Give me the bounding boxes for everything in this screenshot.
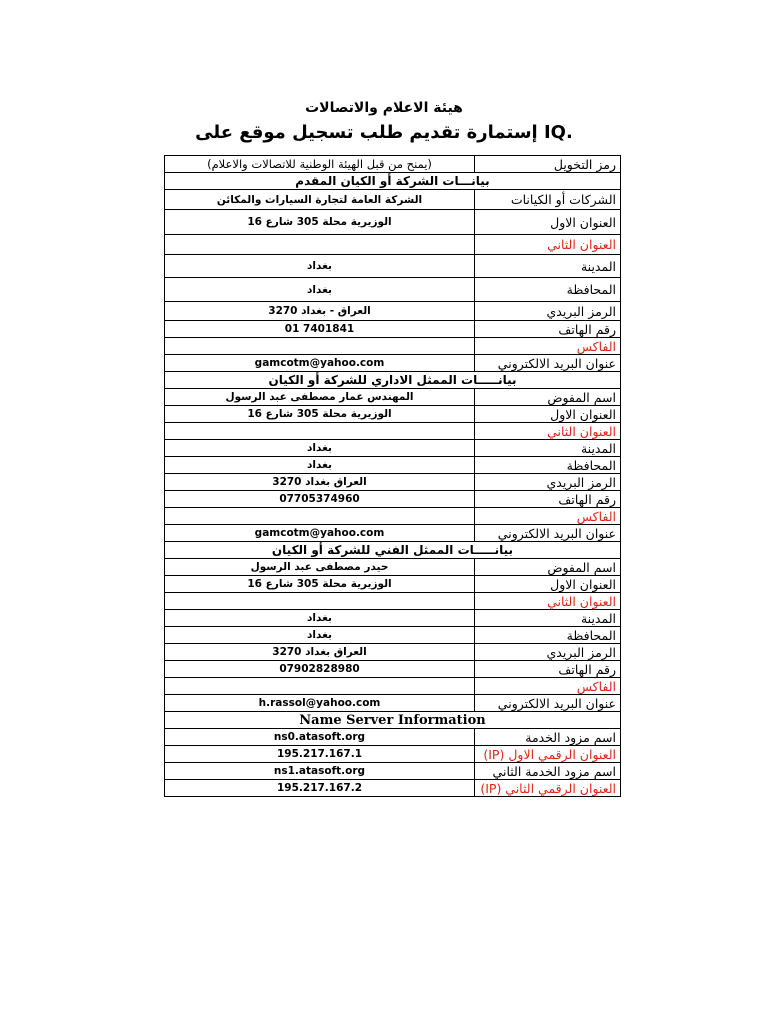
form-field-row [165,440,621,457]
field-label: العنوان الرقمي الثاني (IP) [475,780,621,797]
section-header-row [165,173,621,190]
field-label: اسم المفوض [475,389,621,406]
field-value: h.rassol@yahoo.com [165,695,475,712]
section-header-row [165,372,621,389]
field-value: بغداد [165,457,475,474]
form-field-row [165,255,621,278]
form-field-row [165,678,621,695]
field-value: بغداد [165,278,475,302]
form-title: إستمارة تقديم طلب تسجيل موقع على IQ. [195,122,573,143]
form-field-row [165,278,621,302]
field-value: حيدر مصطفى عبد الرسول [165,559,475,576]
form-field-row [165,406,621,423]
field-value: gamcotm@yahoo.com [165,525,475,542]
field-value: gamcotm@yahoo.com [165,355,475,372]
field-label: المحافظة [475,627,621,644]
field-value: 195.217.167.1 [165,746,475,763]
field-label: الرمز البريدي [475,302,621,321]
form-field-row [165,235,621,255]
field-label: رقم الهاتف [475,661,621,678]
form-field-row [165,321,621,338]
field-label: العنوان الرقمي الاول (IP) [475,746,621,763]
registration-form-table [164,155,621,797]
form-field-row [165,423,621,440]
field-label: رقم الهاتف [475,491,621,508]
form-field-row [165,389,621,406]
section-header-row [165,542,621,559]
section-title: بيانـــات الشركة أو الكيان المقدم [165,173,621,190]
field-value: 01 7401841 [165,321,475,338]
field-value: العراق بغداد 3270 [165,474,475,491]
section-title: Name Server Information [165,712,621,729]
field-label: المحافظة [475,278,621,302]
form-field-row [165,627,621,644]
form-field-row [165,576,621,593]
field-value: بغداد [165,440,475,457]
form-field-row [165,457,621,474]
form-field-row [165,474,621,491]
field-value: بغداد [165,610,475,627]
form-field-row [165,644,621,661]
page-header [0,98,768,146]
field-label: العنوان الاول [475,576,621,593]
form-field-row [165,780,621,797]
field-value: المهندس عمار مصطفى عبد الرسول [165,389,475,406]
form-field-row [165,746,621,763]
field-value [165,508,475,525]
form-field-row [165,355,621,372]
field-value: العراق بغداد 3270 [165,644,475,661]
form-field-row [165,338,621,355]
field-value: بغداد [165,627,475,644]
field-value: 07705374960 [165,491,475,508]
field-label: عنوان البريد الالكتروني [475,525,621,542]
form-field-row [165,661,621,678]
field-value: الشركة العامة لتجارة السيارات والمكائن [165,190,475,210]
form-field-row [165,729,621,746]
field-value [165,423,475,440]
form-field-row [165,491,621,508]
field-value: 07902828980 [165,661,475,678]
field-value [165,593,475,610]
field-label: المدينة [475,610,621,627]
field-label: الفاكس [475,508,621,525]
form-field-row [165,525,621,542]
field-value: بغداد [165,255,475,278]
field-label: الشركات أو الكيانات [475,190,621,210]
form-field-row [165,508,621,525]
form-field-row [165,210,621,235]
form-field-row [165,593,621,610]
field-label: رقم الهاتف [475,321,621,338]
field-value: العراق - بغداد 3270 [165,302,475,321]
field-value: الوزيرية محلة 305 شارع 16 [165,576,475,593]
form-field-row [165,610,621,627]
field-value [165,338,475,355]
field-value [165,235,475,255]
field-label: المدينة [475,440,621,457]
field-value: ns1.atasoft.org [165,763,475,780]
field-label: عنوان البريد الالكتروني [475,695,621,712]
field-value: ns0.atasoft.org [165,729,475,746]
section-title: بيانـــــات الممثل الفني للشركة أو الكيان [165,542,621,559]
field-value: الوزيرية محلة 305 شارع 16 [165,406,475,423]
field-label: العنوان الاول [475,210,621,235]
form-field-row [165,190,621,210]
field-value [165,678,475,695]
field-label: اسم مزود الخدمة [475,729,621,746]
field-label: العنوان الثاني [475,235,621,255]
field-label: العنوان الثاني [475,423,621,440]
field-value: 195.217.167.2 [165,780,475,797]
form-body [165,156,621,797]
field-label: الرمز البريدي [475,644,621,661]
field-value: (يمنح من قبل الهيئة الوطنية للاتصالات والاعلام) [165,156,475,173]
field-label: المحافظة [475,457,621,474]
field-label: اسم مزود الخدمة الثاني [475,763,621,780]
field-label: العنوان الثاني [475,593,621,610]
form-field-row [165,695,621,712]
field-value: الوزيرية محلة 305 شارع 16 [165,210,475,235]
form-field-row [165,302,621,321]
form-field-row [165,763,621,780]
section-header-row [165,712,621,729]
field-label: اسم المفوض [475,559,621,576]
field-label: المدينة [475,255,621,278]
field-label: الفاكس [475,338,621,355]
organization-title: هيئة الاعلام والاتصالات [305,100,463,116]
field-label: رمز التخويل [475,156,621,173]
field-label: عنوان البريد الالكتروني [475,355,621,372]
field-label: الفاكس [475,678,621,695]
form-field-row [165,156,621,173]
section-title: بيانـــــات الممثل الاداري للشركة أو الكيان [165,372,621,389]
field-label: الرمز البريدي [475,474,621,491]
field-label: العنوان الاول [475,406,621,423]
form-field-row [165,559,621,576]
